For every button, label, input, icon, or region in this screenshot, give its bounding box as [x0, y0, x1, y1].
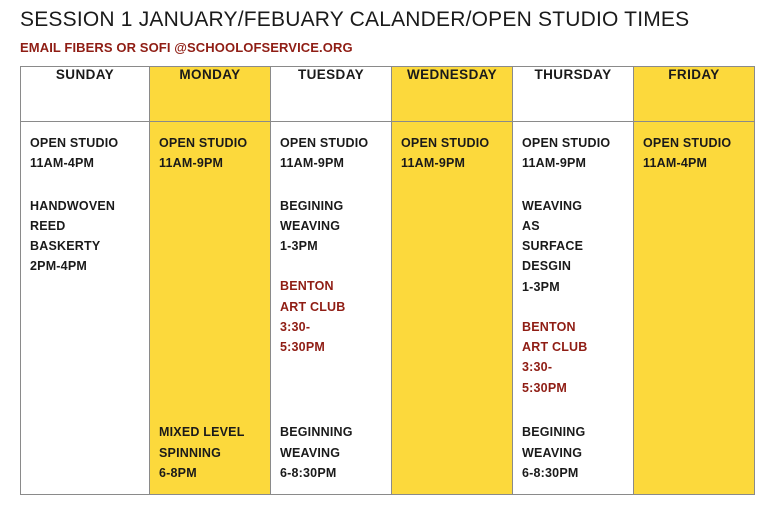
event-line: SPINNING	[159, 445, 222, 460]
event-entry	[30, 196, 140, 277]
event-line: OPEN STUDIO	[30, 136, 119, 151]
event-line: BEGINING	[280, 198, 344, 213]
event-line: 11AM-9PM	[401, 156, 466, 171]
event-entry	[30, 133, 140, 174]
event-line: MIXED LEVEL	[159, 425, 245, 440]
day-header-label: TUESDAY	[297, 67, 365, 83]
event-line: 1-3PM	[280, 239, 318, 254]
page-title: SESSION 1 JANUARY/FEBUARY CALANDER/OPEN STUDIO TIMES	[20, 8, 690, 31]
event-line: BENTON	[280, 279, 334, 294]
day-column-thursday	[513, 122, 634, 495]
event-entry	[159, 133, 261, 174]
event-line: WEAVING	[280, 445, 341, 460]
event-line: AS	[522, 218, 540, 233]
day-column-wednesday	[392, 122, 513, 495]
event-line: ART CLUB	[522, 340, 588, 355]
event-entry	[280, 133, 382, 174]
event-line: 6-8:30PM	[280, 465, 337, 480]
day-column-content	[21, 122, 149, 494]
table-header-row	[21, 67, 755, 122]
day-column-sunday	[21, 122, 150, 495]
event-entry	[522, 317, 624, 398]
event-spacer	[522, 174, 624, 196]
event-line: DESGIN	[522, 259, 572, 274]
day-header-label: THURSDAY	[534, 67, 612, 83]
event-entry	[280, 422, 353, 483]
day-column-content	[271, 122, 391, 494]
day-column-monday	[150, 122, 271, 495]
event-entry	[522, 196, 624, 297]
event-line: 11AM-9PM	[280, 156, 345, 171]
event-line: BEGINNING	[280, 425, 353, 440]
event-line: 5:30PM	[280, 340, 325, 355]
event-line: 3:30-	[280, 319, 311, 334]
event-entry	[522, 422, 585, 483]
day-column-content	[634, 122, 754, 494]
event-entry	[401, 133, 503, 174]
event-spacer	[280, 256, 382, 276]
event-line: BENTON	[522, 319, 576, 334]
event-entry	[522, 133, 624, 174]
day-column-friday	[634, 122, 755, 495]
event-line: BASKERTY	[30, 239, 101, 254]
day-header-label: FRIDAY	[668, 67, 720, 83]
day-header-tuesday	[271, 67, 392, 122]
day-header-label: MONDAY	[179, 67, 241, 83]
day-header-label: SUNDAY	[55, 67, 115, 83]
event-line: WEAVING	[522, 445, 583, 460]
event-entry	[280, 276, 382, 357]
day-header-sunday	[21, 67, 150, 122]
event-line: OPEN STUDIO	[159, 136, 248, 151]
day-header-wednesday	[392, 67, 513, 122]
event-line: OPEN STUDIO	[643, 136, 732, 151]
event-line: 11AM-4PM	[643, 156, 708, 171]
event-line: ART CLUB	[280, 299, 346, 314]
event-line: 1-3PM	[522, 279, 560, 294]
event-spacer	[30, 174, 140, 196]
event-spacer	[280, 174, 382, 196]
table-row	[21, 122, 755, 495]
event-line: 6-8:30PM	[522, 465, 579, 480]
event-line: WEAVING	[522, 198, 583, 213]
day-header-label: WEDNESDAY	[406, 67, 498, 83]
day-column-content	[392, 122, 512, 494]
event-line: OPEN STUDIO	[401, 136, 490, 151]
event-line: 11AM-9PM	[522, 156, 587, 171]
day-column-tuesday	[271, 122, 392, 495]
day-header-thursday	[513, 67, 634, 122]
event-line: BEGINING	[522, 425, 586, 440]
event-entry	[643, 133, 745, 174]
event-line: 5:30PM	[522, 380, 567, 395]
event-line: OPEN STUDIO	[522, 136, 611, 151]
event-line: SURFACE	[522, 239, 584, 254]
event-line: 11AM-4PM	[30, 156, 95, 171]
day-column-content	[513, 122, 633, 494]
day-header-monday	[150, 67, 271, 122]
event-line: 3:30-	[522, 360, 553, 375]
event-line: REED	[30, 218, 66, 233]
schedule-table	[20, 66, 755, 495]
contact-subtitle: EMAIL FIBERS OR SOFI @SCHOOLOFSERVICE.ORG	[20, 40, 353, 56]
event-entry	[280, 196, 382, 257]
event-line: OPEN STUDIO	[280, 136, 369, 151]
event-entry	[159, 422, 245, 483]
event-line: 11AM-9PM	[159, 156, 224, 171]
day-header-friday	[634, 67, 755, 122]
event-line: WEAVING	[280, 218, 341, 233]
event-line: HANDWOVEN	[30, 198, 116, 213]
event-spacer	[522, 297, 624, 317]
event-line: 2PM-4PM	[30, 259, 87, 274]
day-column-content	[150, 122, 270, 494]
event-line: 6-8PM	[159, 465, 197, 480]
